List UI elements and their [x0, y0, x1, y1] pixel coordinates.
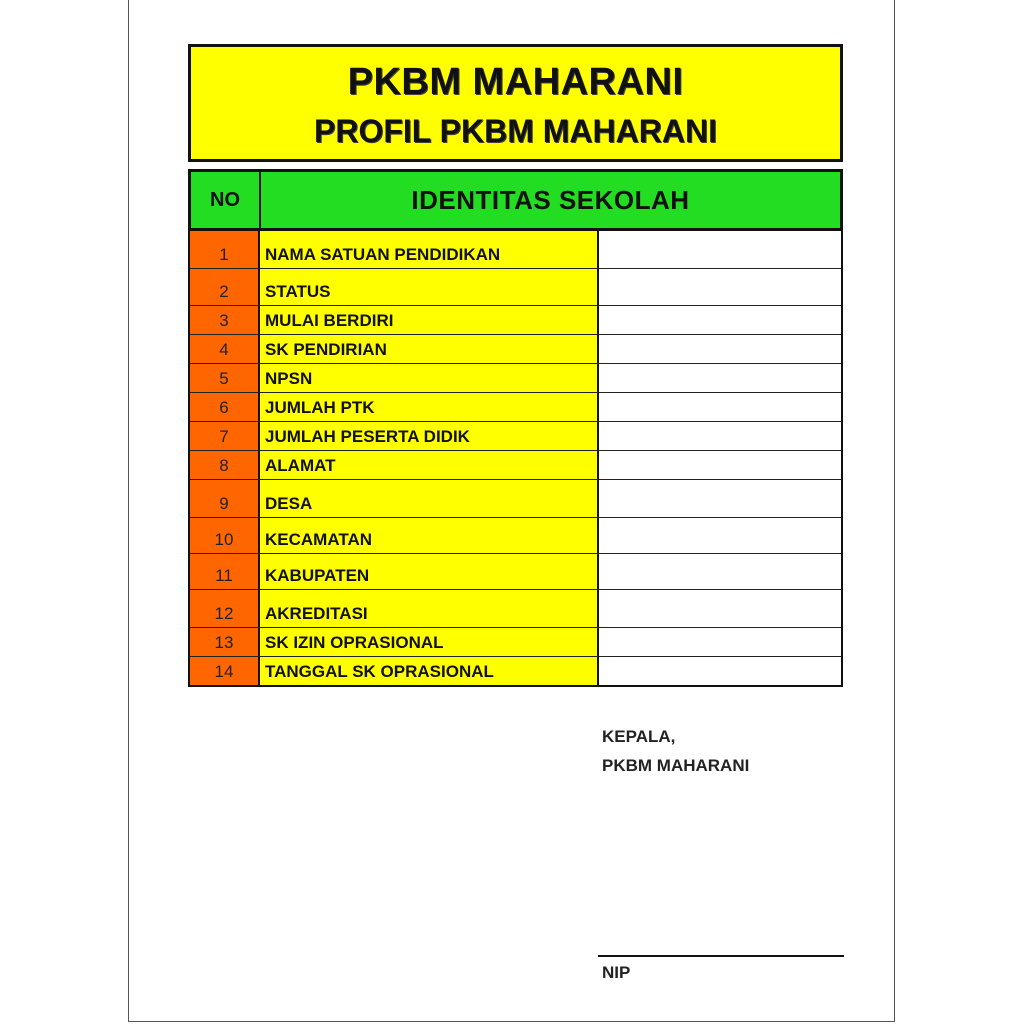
row-label: NPSN [260, 364, 599, 392]
row-label: AKREDITASI [260, 590, 599, 627]
row-value-cell[interactable] [599, 554, 841, 589]
row-label: SK PENDIRIAN [260, 335, 599, 363]
row-number: 3 [190, 306, 260, 334]
table-row [190, 517, 841, 553]
signature-org: PKBM MAHARANI [602, 756, 750, 775]
row-value-cell[interactable] [599, 335, 841, 363]
row-value-cell[interactable] [599, 422, 841, 450]
row-number: 8 [190, 451, 260, 479]
row-label: KABUPATEN [260, 554, 599, 589]
row-value-cell[interactable] [599, 657, 841, 685]
row-value-cell[interactable] [599, 451, 841, 479]
row-label: JUMLAH PTK [260, 393, 599, 421]
row-value-cell[interactable] [599, 364, 841, 392]
table-row [190, 421, 841, 450]
identity-table [188, 231, 843, 687]
table-row [190, 627, 841, 656]
row-number: 13 [190, 628, 260, 656]
signature-line [598, 955, 844, 957]
row-value-cell[interactable] [599, 231, 841, 268]
row-number: 5 [190, 364, 260, 392]
row-value-cell[interactable] [599, 393, 841, 421]
row-label: STATUS [260, 269, 599, 305]
table-row [190, 656, 841, 685]
row-value-cell[interactable] [599, 590, 841, 627]
row-number: 2 [190, 269, 260, 305]
table-header [188, 169, 843, 231]
page-subtitle: PROFIL PKBM MAHARANI [314, 113, 717, 149]
table-row [190, 589, 841, 627]
column-header-no: NO [191, 172, 261, 228]
row-number: 9 [190, 480, 260, 517]
row-label: NAMA SATUAN PENDIDIKAN [260, 231, 599, 268]
row-number: 1 [190, 231, 260, 268]
table-row [190, 392, 841, 421]
signature-title: KEPALA, [602, 727, 676, 746]
row-number: 14 [190, 657, 260, 685]
row-label: MULAI BERDIRI [260, 306, 599, 334]
row-label: JUMLAH PESERTA DIDIK [260, 422, 599, 450]
nip-label: NIP [602, 963, 631, 981]
title-box [188, 44, 843, 162]
table-row [190, 231, 841, 268]
row-number: 7 [190, 422, 260, 450]
table-row [190, 334, 841, 363]
table-row [190, 479, 841, 517]
row-number: 4 [190, 335, 260, 363]
row-number: 11 [190, 554, 260, 589]
table-row [190, 553, 841, 589]
table-row [190, 305, 841, 334]
table-row [190, 450, 841, 479]
table-row [190, 363, 841, 392]
row-value-cell[interactable] [599, 306, 841, 334]
row-value-cell[interactable] [599, 628, 841, 656]
row-label: ALAMAT [260, 451, 599, 479]
row-label: DESA [260, 480, 599, 517]
row-value-cell[interactable] [599, 518, 841, 553]
row-number: 6 [190, 393, 260, 421]
row-label: SK IZIN OPRASIONAL [260, 628, 599, 656]
column-header-identitas: IDENTITAS SEKOLAH [411, 185, 690, 215]
row-value-cell[interactable] [599, 269, 841, 305]
row-label: KECAMATAN [260, 518, 599, 553]
row-number: 10 [190, 518, 260, 553]
page-title: PKBM MAHARANI [347, 61, 684, 103]
row-label: TANGGAL SK OPRASIONAL [260, 657, 599, 685]
table-row [190, 268, 841, 305]
row-value-cell[interactable] [599, 480, 841, 517]
row-number: 12 [190, 590, 260, 627]
